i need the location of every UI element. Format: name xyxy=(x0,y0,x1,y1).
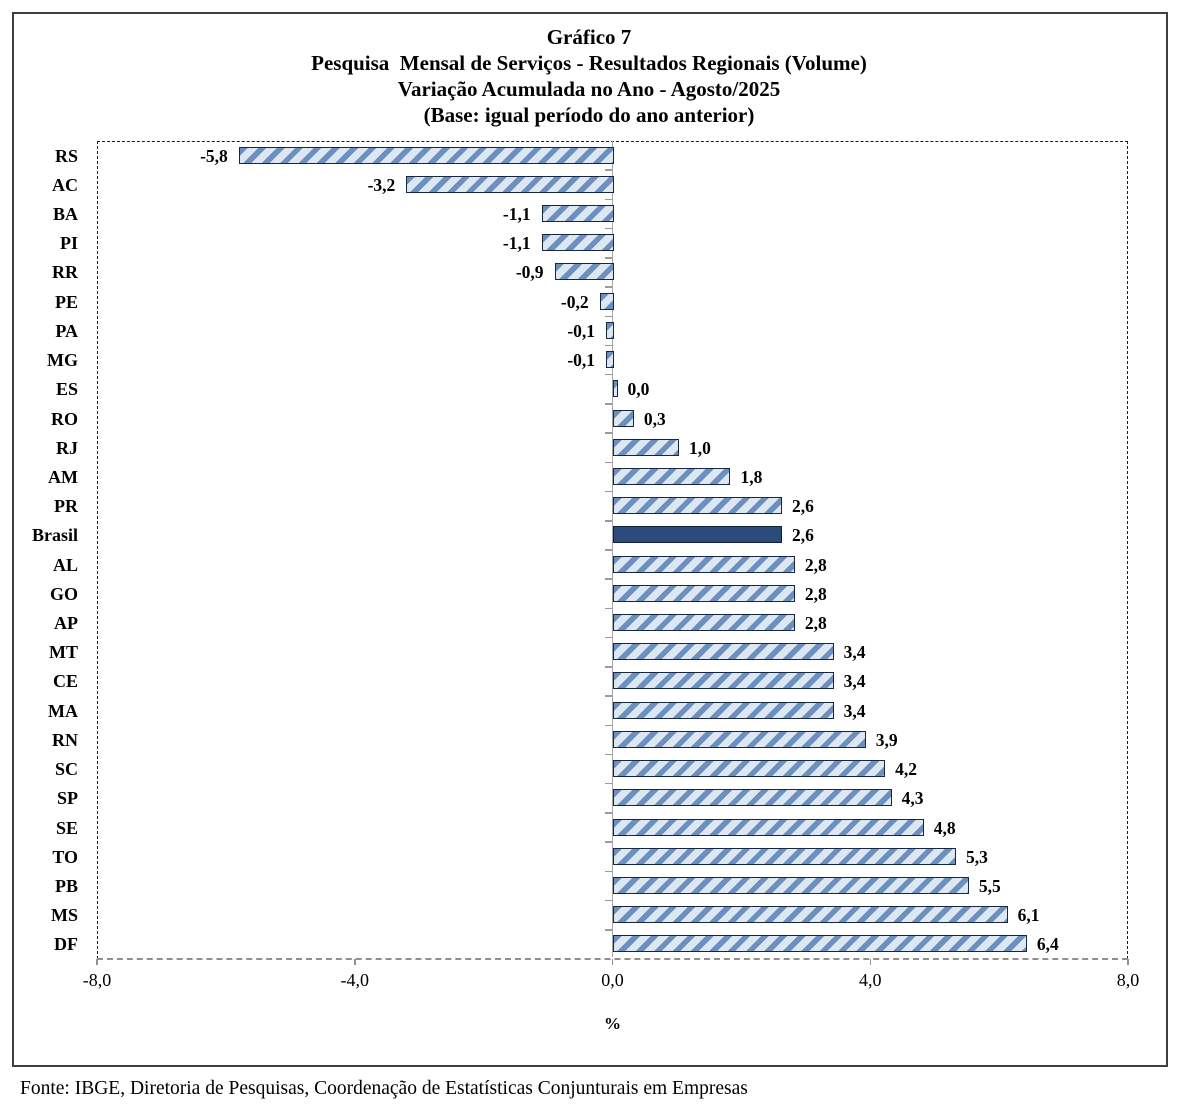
bar xyxy=(613,614,795,631)
value-label: 4,3 xyxy=(901,788,924,809)
value-label: -5,8 xyxy=(200,145,228,166)
category-axis-tick xyxy=(605,783,612,785)
value-label: 1,0 xyxy=(688,437,711,458)
bar xyxy=(239,147,615,164)
bar xyxy=(406,176,614,193)
value-label: 2,8 xyxy=(804,554,827,575)
category-label: PR xyxy=(54,496,78,517)
category-axis-tick xyxy=(605,754,612,756)
chart-title-block xyxy=(12,24,1166,128)
bar xyxy=(613,439,679,456)
bar xyxy=(542,234,615,251)
category-label: PE xyxy=(54,291,78,312)
category-label: RR xyxy=(52,262,78,283)
category-axis-tick xyxy=(605,228,612,230)
category-label: MA xyxy=(48,700,78,721)
category-axis-tick xyxy=(605,725,612,727)
bar xyxy=(613,643,834,660)
category-label: BA xyxy=(52,204,78,225)
category-label: RS xyxy=(54,145,78,166)
bar xyxy=(613,877,969,894)
category-label: DF xyxy=(54,934,78,955)
category-axis-tick xyxy=(605,695,612,697)
value-label: -3,2 xyxy=(367,174,396,195)
bar xyxy=(613,760,886,777)
category-axis-tick xyxy=(605,169,612,171)
category-axis-tick xyxy=(605,199,612,201)
x-axis-tick-label: -8,0 xyxy=(82,970,112,990)
bar xyxy=(613,848,957,865)
value-label: 2,8 xyxy=(804,583,827,604)
bar xyxy=(542,205,615,222)
category-label: SP xyxy=(56,788,78,809)
value-label: -0,9 xyxy=(515,262,544,283)
value-label: -0,2 xyxy=(560,291,589,312)
category-axis-tick xyxy=(605,316,612,318)
chart-title-line-2: Pesquisa Mensal de Serviços - Resultados Regionais (Volume) xyxy=(311,51,867,75)
value-label: 3,9 xyxy=(875,729,898,750)
category-label: TO xyxy=(52,846,78,867)
bar xyxy=(613,410,634,427)
value-label: -0,1 xyxy=(567,350,596,371)
bar xyxy=(600,293,615,310)
bar xyxy=(613,497,783,514)
category-axis-tick xyxy=(605,578,612,580)
value-label: -1,1 xyxy=(502,204,531,225)
chart-title-line-1: Gráfico 7 xyxy=(546,25,632,49)
category-axis-tick xyxy=(605,812,612,814)
x-axis-tick-label: 0,0 xyxy=(601,970,624,990)
value-label: 3,4 xyxy=(843,671,866,692)
bar xyxy=(613,468,731,485)
category-label: AP xyxy=(54,613,78,634)
value-label: 5,3 xyxy=(966,846,988,867)
category-axis-tick xyxy=(605,403,612,405)
category-label: PB xyxy=(54,875,78,896)
category-axis-tick xyxy=(605,374,612,376)
bar xyxy=(613,556,795,573)
bar xyxy=(613,906,1008,923)
category-label: SE xyxy=(55,817,78,838)
bar xyxy=(613,789,892,806)
category-label: PA xyxy=(55,320,78,341)
category-axis-tick xyxy=(605,608,612,610)
value-label: 4,2 xyxy=(895,759,917,780)
x-axis-tick xyxy=(612,959,614,965)
value-label: -0,1 xyxy=(567,320,596,341)
x-axis-tick xyxy=(354,959,356,965)
value-label: 6,1 xyxy=(1017,905,1040,926)
category-axis-tick xyxy=(605,549,612,551)
bar xyxy=(613,380,618,397)
category-label: Brasil xyxy=(31,525,78,546)
value-label: 5,5 xyxy=(978,875,1001,896)
category-label: AC xyxy=(52,174,78,195)
bar xyxy=(606,351,614,368)
category-label: MT xyxy=(49,642,78,663)
chart-title-line-4: (Base: igual período do ano anterior) xyxy=(423,103,755,127)
category-axis-tick xyxy=(605,257,612,259)
x-axis-tick-label: -4,0 xyxy=(340,970,369,990)
bar-highlight-brasil xyxy=(613,526,783,543)
category-axis-tick xyxy=(605,900,612,902)
category-axis-tick xyxy=(605,929,612,931)
category-axis-tick xyxy=(605,286,612,288)
value-label: 2,6 xyxy=(792,525,814,546)
bar xyxy=(613,672,834,689)
category-axis-tick xyxy=(605,666,612,668)
bar xyxy=(613,935,1027,952)
value-label: 2,8 xyxy=(804,613,827,634)
category-label: RJ xyxy=(56,437,78,458)
value-label: 6,4 xyxy=(1036,934,1059,955)
value-label: 0,0 xyxy=(627,379,650,400)
x-axis-tick-label: 8,0 xyxy=(1116,970,1140,990)
value-label: 3,4 xyxy=(843,700,866,721)
bar xyxy=(613,702,834,719)
category-label: PI xyxy=(60,233,78,254)
bar xyxy=(613,731,866,748)
value-label: 3,4 xyxy=(843,642,866,663)
category-label: MS xyxy=(51,905,78,926)
category-label: SC xyxy=(54,759,78,780)
category-label: MG xyxy=(47,350,78,371)
category-axis-tick xyxy=(605,462,612,464)
bar xyxy=(606,322,614,339)
value-label: 0,3 xyxy=(643,408,666,429)
value-label: 2,6 xyxy=(792,496,814,517)
category-label: AL xyxy=(52,554,78,575)
category-label: ES xyxy=(55,379,78,400)
category-label: RN xyxy=(52,729,78,750)
category-axis-tick xyxy=(605,491,612,493)
x-axis-tick xyxy=(870,959,872,965)
category-axis-tick xyxy=(605,432,612,434)
bar xyxy=(555,263,615,280)
category-axis-tick xyxy=(605,520,612,522)
category-axis-tick xyxy=(605,841,612,843)
category-axis-tick xyxy=(605,871,612,873)
bar xyxy=(613,585,795,602)
category-label: CE xyxy=(52,671,78,692)
x-axis-tick xyxy=(1127,959,1129,965)
category-label: GO xyxy=(49,583,78,604)
category-axis-tick xyxy=(605,637,612,639)
value-label: -1,1 xyxy=(502,233,531,254)
chart-title-line-3: Variação Acumulada no Ano - Agosto/2025 xyxy=(397,77,781,101)
value-label: 4,8 xyxy=(933,817,956,838)
x-axis-tick xyxy=(96,959,98,965)
category-label: AM xyxy=(48,466,78,487)
value-label: 1,8 xyxy=(740,466,763,487)
category-label: RO xyxy=(51,408,78,429)
x-axis-tick-label: 4,0 xyxy=(859,970,882,990)
x-axis-title: % xyxy=(604,1014,621,1033)
bar xyxy=(613,819,924,836)
category-axis-tick xyxy=(605,345,612,347)
source-note: Fonte: IBGE, Diretoria de Pesquisas, Coordenação de Estatísticas Conjunturais em Empresas xyxy=(20,1078,748,1099)
